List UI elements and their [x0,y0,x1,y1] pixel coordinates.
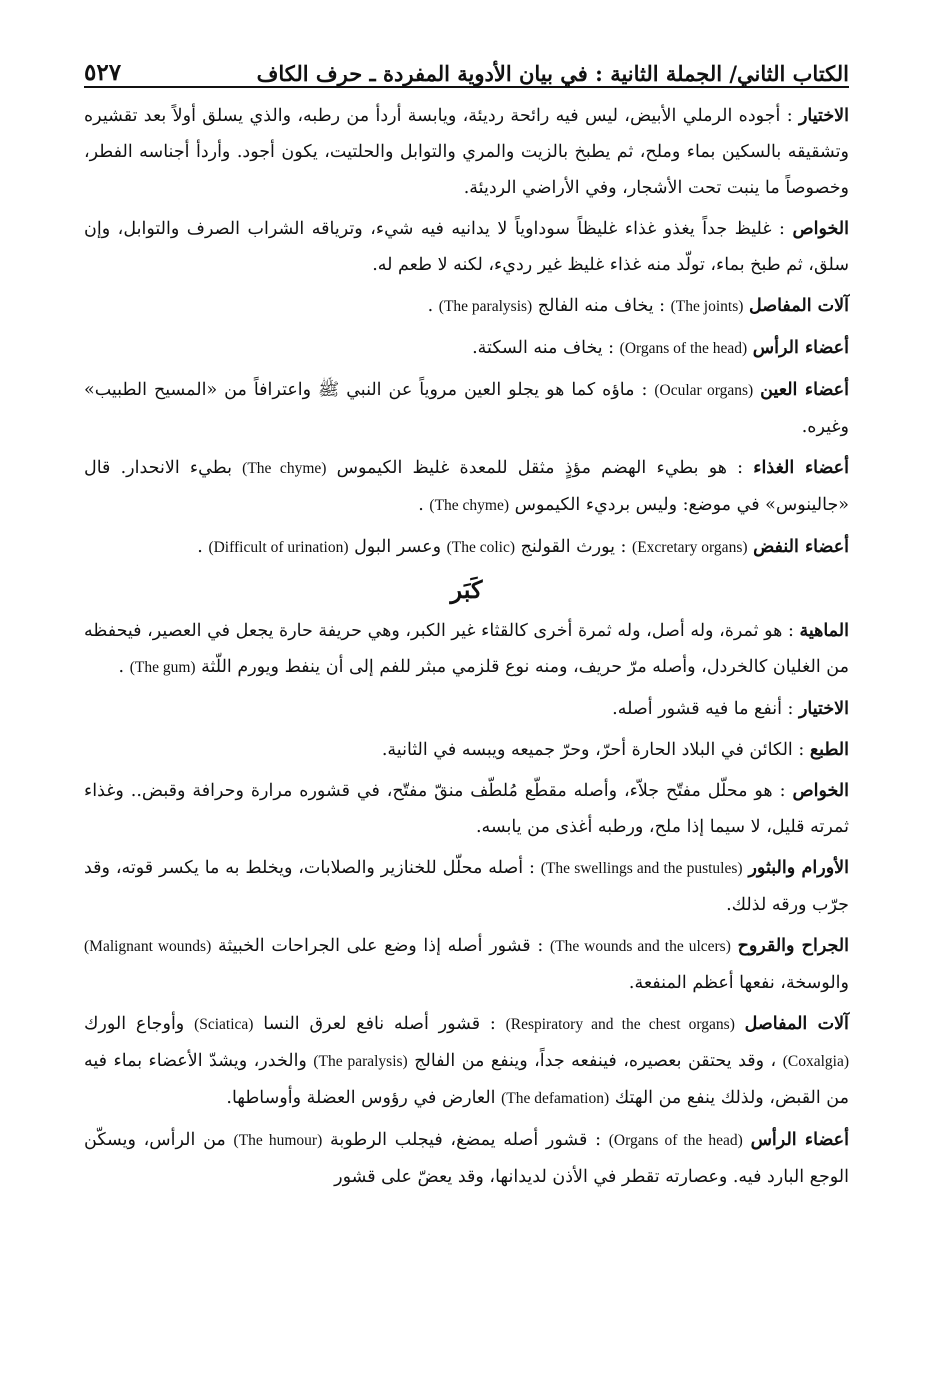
term-heading: الأورام والبثور [748,858,849,878]
paragraph [84,1122,849,1195]
paragraph [84,732,849,768]
english-gloss: (Coxalgia) [782,1053,849,1070]
term-heading: الماهية [799,621,849,641]
paragraph-text: والخدر، ويشدّ الأعضاء بماء فيه من القبض، ولذلك ينفع من الهتك [84,1051,849,1108]
paragraph [84,98,849,206]
paragraph-text: : يورث القولنج [520,537,627,557]
paragraph [84,211,849,283]
english-gloss: (The paralysis) [313,1053,408,1070]
paragraph-text: : يخاف منه السكتة. [472,338,615,358]
paragraph [84,850,849,923]
paragraph [84,773,849,845]
term-heading: أعضاء العين [760,380,849,400]
paragraph-text: : الكائن في البلاد الحارة أحرّ، وحرّ جميعه ويبسه في الثانية. [381,740,805,760]
paragraph [84,330,849,367]
paragraph-text: : هو ثمرة، وله أصل، وله ثمرة أخرى كالقثاء غير الكبر، وهي حريفة حارة يجعل في العصير، فيحفظه من الغليان كالخردل، وأصله مرّ حريف، ومنه نوع قلزمي مبثر للفم إلى أن ينفط ويورم اللّثة [84,621,849,677]
term-heading: الاختيار [798,699,849,719]
paragraph-text: . [427,296,434,316]
entry-group-2 [84,613,849,1195]
english-gloss: (The paralysis) [438,298,533,315]
page-number: ٥٢٧ [84,59,122,86]
paragraph [84,613,849,686]
paragraph-text: : هو محلّل مفتّح جلاّء، وأصله مقطّع مُلطّف منقّ مفتّح، في قشوره مرارة وحرافة وقبض.. وغذاء ثمرته قليل، لا سيما إذا ملح، ورطبه أغذى من يابسه. [84,781,849,837]
paragraph-text: ، وقد يحتقن بعصيره، فينفعه جداً، وينفع من الفالج [414,1051,777,1071]
english-gloss: (Sciatica) [194,1016,254,1033]
paragraph [84,288,849,325]
paragraph-text: من الرأس، ويسكّن الوجع البارد فيه. وعصارته تقطر في الأذن لديدانها، وقد يعضّ على قشور [84,1130,849,1187]
english-gloss: (Ocular organs) [654,382,754,399]
paragraph-text: والوسخة، نفعها أعظم المنفعة. [628,973,849,993]
paragraph-text: : أصله محلّل للخنازير والصلابات، ويخلط به ما يكسر قوته، وقد جرّب ورقه لذلك. [84,858,849,915]
paragraph [84,372,849,445]
english-gloss: (Organs of the head) [608,1132,743,1149]
paragraph-text: وأوجاع الورك [84,1014,185,1034]
term-heading: الطبع [809,740,849,760]
body-text [84,98,849,1195]
entry-group-1 [84,98,849,566]
term-heading: أعضاء الرأس [750,1130,849,1150]
paragraph-text: . [418,495,424,515]
running-header [84,42,849,88]
english-gloss: (Malignant wounds) [84,938,212,955]
english-gloss: (The wounds and the ulcers) [549,938,731,955]
english-gloss: (The colic) [446,539,516,556]
paragraph-text: : يخاف منه الفالج [537,296,666,316]
term-heading: أعضاء الغذاء [753,458,849,478]
paragraph-text: بطيء الانحدار. قال «جالينوس» في موضع: وليس برديء الكيموس [84,458,849,515]
english-gloss: (The gum) [129,659,196,676]
paragraph-text: : قشور أصله يمضغ، فيجلب الرطوبة [329,1130,602,1150]
english-gloss: (Difficult of urination) [208,539,349,556]
running-title: الكتاب الثاني/ الجملة الثانية : في بيان الأدوية المفردة ـ حرف الكاف [256,61,849,86]
term-heading: أعضاء الرأس [752,338,849,358]
paragraph-text: . [118,657,125,677]
paragraph [84,529,849,566]
english-gloss: (Respiratory and the chest organs) [505,1016,735,1033]
english-gloss: (Organs of the head) [619,340,748,357]
term-heading: الجراح والقروح [737,936,849,956]
paragraph [84,691,849,727]
english-gloss: (Excretary organs) [632,539,748,556]
term-heading: الخواص [792,781,849,801]
english-gloss: (The joints) [670,298,744,315]
paragraph-text: : ماؤه كما هو يجلو العين مروياً عن النبي ﷺ واعترافاً من «المسيح الطبيب» وغيره. [84,380,849,437]
paragraph-text: : أنفع ما فيه قشور أصله. [612,699,794,719]
term-heading: الخواص [792,219,849,239]
paragraph-text: : هو بطيء الهضم مؤذٍ مثقل للمعدة غليظ الكيموس [336,458,744,478]
term-heading: أعضاء النفض [753,537,849,557]
paragraph-text: : قشور أصله نافع لعرق النسا [263,1014,496,1034]
paragraph [84,1006,849,1117]
paragraph-text: : أجوده الرملي الأبيض، ليس فيه رائحة رديئة، ويابسة أردأ من رطبه، والذي يسلق أولاً بعد تقشيره وتشقيقه بالسكين بماء وملح، ثم يطبخ بالزيت والمري والتوابل والحلتيت، يكون أجود. وأردأ أجناسه الفطر، وخصوصاً ما ينبت تحت الأشجار، وفي الأراضي الرديئة. [84,106,849,198]
paragraph [84,450,849,524]
paragraph-text: : قشور أصله إذا وضع على الجراحات الخبيثة [217,936,544,956]
term-heading: الاختيار [798,106,849,126]
paragraph-text: . [197,537,203,557]
english-gloss: (The chyme) [242,460,327,477]
term-heading: آلات المفاصل [748,296,849,316]
english-gloss: (The humour) [233,1132,323,1149]
paragraph-text: : غليظ جداً يغذو غذاء غليظاً سوداوياً لا يدانيه فيه شيء، وترياقه الشراب الصرف والتوابل، وإن سلق، ثم طبخ بماء، تولّد منه غذاء غليظ غير رديء، لكنه لا طعم له. [84,219,849,275]
english-gloss: (The swellings and the pustules) [540,860,743,877]
section-heading: كَبَر [450,575,483,604]
paragraph-text: العارض في رؤوس العضلة وأوساطها. [226,1088,496,1108]
english-gloss: (The chyme) [429,497,510,514]
term-heading: آلات المفاصل [744,1014,849,1034]
paragraph [84,928,849,1001]
english-gloss: (The defamation) [501,1090,610,1107]
paragraph-text: وعسر البول [354,537,442,557]
